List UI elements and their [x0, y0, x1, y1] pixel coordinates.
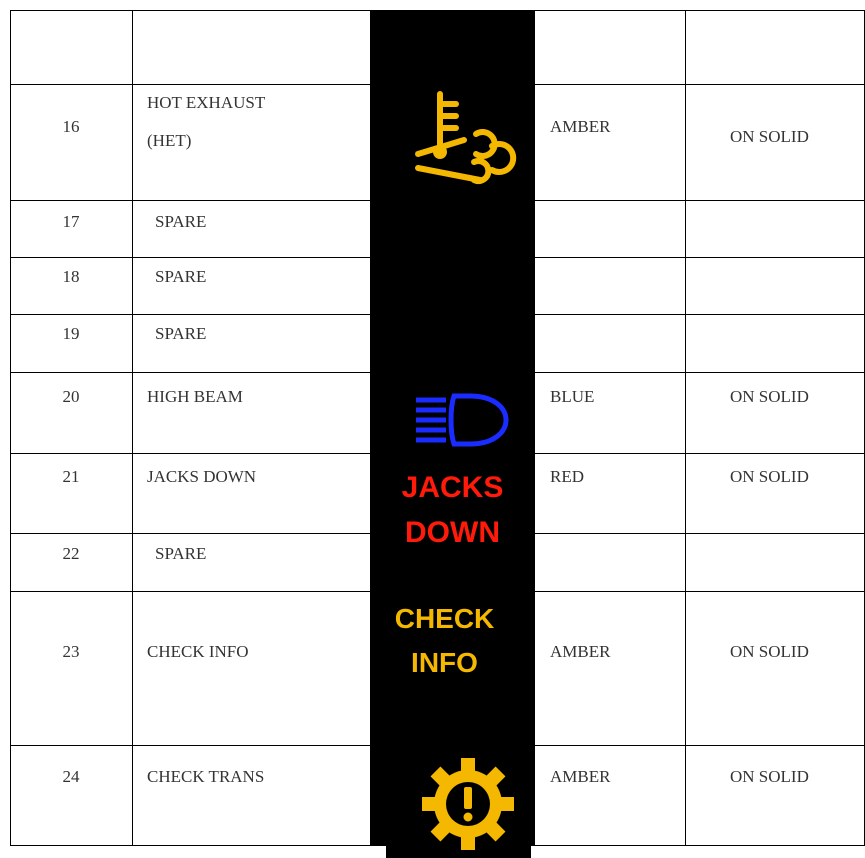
row-name-abbrev: (HET) — [147, 131, 192, 150]
row-name: SPARE — [155, 212, 207, 231]
row-name: SPARE — [155, 324, 207, 343]
row-state: ON SOLID — [730, 387, 809, 406]
row-divider — [10, 314, 865, 315]
row-name: HOT EXHAUST — [147, 93, 266, 112]
row-divider — [10, 453, 865, 454]
row-name: SPARE — [155, 544, 207, 563]
row-divider — [10, 84, 865, 85]
row-color: AMBER — [550, 117, 611, 136]
row-color: RED — [550, 467, 584, 486]
row-color: BLUE — [550, 387, 595, 406]
row-number: 16 — [62, 117, 80, 136]
row-divider — [10, 257, 865, 258]
row-number: 20 — [62, 387, 80, 406]
row-number: 23 — [62, 642, 80, 661]
row-name: SPARE — [155, 267, 207, 286]
row-divider — [10, 745, 865, 746]
row-divider — [10, 591, 865, 592]
table-border-top — [10, 10, 865, 11]
row-state: ON SOLID — [730, 467, 809, 486]
row-name: CHECK TRANS — [147, 767, 265, 786]
jacks-down-sign-line2: DOWN — [405, 516, 500, 549]
row-number: 18 — [62, 267, 80, 286]
jacks-down-sign-line1: JACKS — [401, 471, 504, 504]
check-trans-gear-icon — [418, 756, 518, 852]
row-state: ON SOLID — [730, 642, 809, 661]
row-number: 19 — [62, 324, 80, 343]
check-info-sign-line2: INFO — [411, 647, 478, 678]
check-info-sign-line1: CHECK — [394, 603, 495, 634]
row-state: ON SOLID — [730, 127, 809, 146]
row-name: CHECK INFO — [147, 642, 249, 661]
row-divider — [10, 200, 865, 201]
row-name: HIGH BEAM — [147, 387, 243, 406]
row-number: 17 — [62, 212, 80, 231]
high-beam-icon — [412, 392, 512, 448]
row-number: 24 — [62, 767, 80, 786]
row-color: AMBER — [550, 767, 611, 786]
hot-exhaust-icon — [412, 88, 522, 192]
row-state: ON SOLID — [730, 767, 809, 786]
column-divider — [132, 10, 133, 846]
row-number: 22 — [62, 544, 80, 563]
row-color: AMBER — [550, 642, 611, 661]
column-divider — [685, 10, 686, 846]
row-divider — [10, 372, 865, 373]
row-name: JACKS DOWN — [147, 467, 257, 486]
row-number: 21 — [62, 467, 80, 486]
